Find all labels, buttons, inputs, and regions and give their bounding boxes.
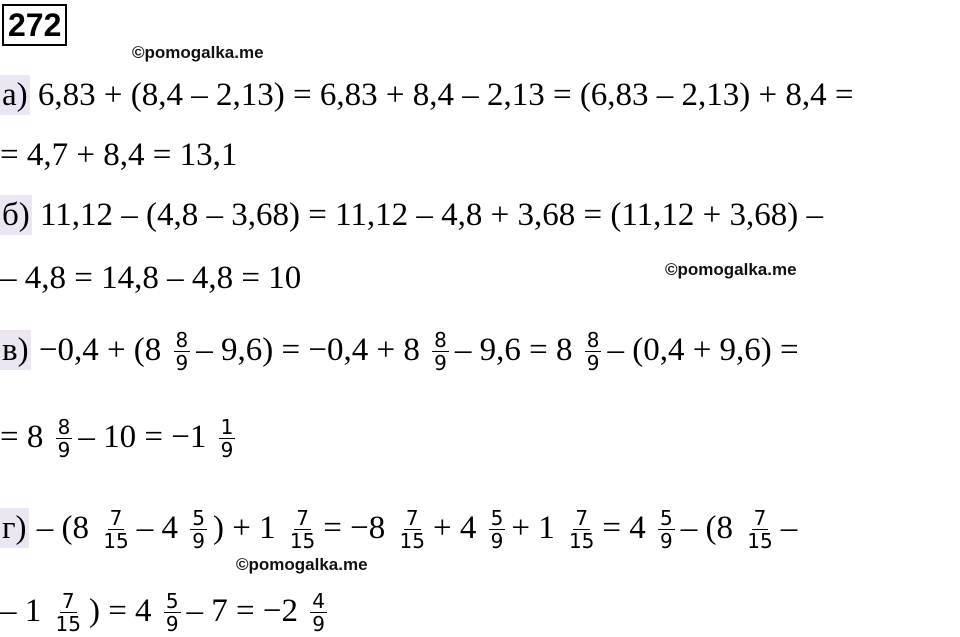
fraction	[54, 590, 83, 635]
fraction-denominator: 9	[165, 612, 179, 636]
fraction	[585, 329, 602, 374]
fraction-denominator: 9	[312, 612, 326, 636]
expression-text: 6,83 + (8,4 – 2,13) = 6,83 + 8,4 – 2,13 = (6,83 – 2,13) + 8,4 =	[29, 77, 854, 113]
expression-text: – 7 = −2	[186, 592, 307, 629]
fraction	[190, 507, 207, 552]
fraction-denominator: 9	[490, 529, 504, 553]
expression-text: – 4,8 = 14,8 – 4,8 = 10	[0, 260, 302, 296]
fraction-numerator: 7	[405, 506, 419, 530]
expression-text: –	[780, 509, 798, 546]
fraction-denominator: 9	[586, 351, 600, 375]
fraction-denominator: 9	[175, 351, 189, 375]
expression-text: −0,4 + (8	[30, 331, 170, 368]
fraction-numerator: 7	[296, 506, 309, 530]
expression-text: – 9,6 = 8	[454, 331, 581, 368]
solution-line	[0, 258, 301, 298]
fraction-numerator: 7	[575, 506, 589, 530]
expression-text: – 4	[136, 509, 187, 546]
item-marker: а)	[2, 77, 28, 113]
solution-line	[0, 588, 333, 636]
solution-line	[0, 327, 799, 375]
watermark: ©pomogalka.me	[236, 555, 368, 574]
fraction	[219, 416, 236, 461]
fraction-denominator: 15	[55, 612, 81, 636]
fraction-numerator: 7	[753, 506, 767, 530]
expression-text: 11,12 – (4,8 – 3,68) = 11,12 – 4,8 + 3,68 = (11,12 + 3,68) –	[31, 197, 824, 233]
expression-text: – 9,6) = −0,4 + 8	[196, 331, 429, 368]
fraction-numerator: 7	[109, 506, 123, 530]
fraction-denominator: 15	[747, 529, 773, 553]
fraction	[101, 507, 130, 552]
item-marker: г)	[2, 509, 27, 546]
fraction-numerator: 7	[61, 589, 75, 613]
expression-text: ) + 1	[212, 509, 284, 546]
fraction-numerator: 5	[165, 589, 179, 613]
expression-text: ) = 4	[88, 592, 160, 629]
expression-text: = 4,7 + 8,4 = 13,1	[0, 137, 238, 173]
fraction-numerator: 8	[434, 328, 447, 352]
fraction	[288, 507, 317, 552]
fraction	[174, 329, 191, 374]
watermark: ©pomogalka.me	[132, 43, 264, 62]
fraction-denominator: 9	[660, 529, 673, 553]
expression-text: – (0,4 + 9,6) =	[607, 331, 799, 368]
fraction-numerator: 8	[57, 415, 71, 439]
fraction	[658, 507, 675, 552]
fraction-numerator: 4	[312, 589, 326, 613]
item-marker: б)	[2, 197, 30, 233]
fraction-denominator: 15	[568, 529, 595, 553]
solution-line	[0, 505, 798, 553]
fraction	[567, 507, 596, 552]
expression-text: – 1	[0, 592, 50, 629]
fraction-denominator: 9	[220, 438, 234, 462]
fraction	[398, 507, 427, 552]
fraction	[745, 507, 774, 552]
fraction-numerator: 8	[175, 328, 189, 352]
fraction-numerator: 5	[660, 506, 673, 530]
fraction-denominator: 9	[192, 529, 205, 553]
expression-text: = 8	[0, 418, 52, 455]
problem-number: 272	[2, 4, 67, 46]
fraction-denominator: 15	[399, 529, 425, 553]
fraction	[164, 590, 181, 635]
solution-line	[0, 135, 237, 175]
solution-line	[0, 195, 823, 235]
expression-text: + 4	[432, 509, 485, 546]
solution-line	[0, 75, 854, 115]
fraction	[489, 507, 506, 552]
fraction-denominator: 9	[57, 438, 71, 462]
expression-text: = 4	[602, 509, 655, 546]
expression-text: – (8	[28, 509, 98, 546]
expression-text: + 1	[511, 509, 563, 546]
item-marker: в)	[2, 331, 29, 368]
watermark: ©pomogalka.me	[665, 260, 797, 279]
fraction-numerator: 1	[220, 415, 234, 439]
fraction-denominator: 15	[103, 529, 129, 553]
fraction-numerator: 5	[192, 506, 205, 530]
solution-line	[0, 414, 241, 462]
expression-text: – (8	[680, 509, 742, 546]
expression-text: – 10 = −1	[78, 418, 215, 455]
fraction	[310, 590, 327, 635]
fraction-denominator: 15	[289, 529, 316, 553]
fraction-numerator: 5	[490, 506, 504, 530]
fraction	[56, 416, 73, 461]
fraction-numerator: 8	[586, 328, 600, 352]
fraction	[432, 329, 449, 374]
expression-text: = −8	[323, 509, 394, 546]
fraction-denominator: 9	[434, 351, 447, 375]
